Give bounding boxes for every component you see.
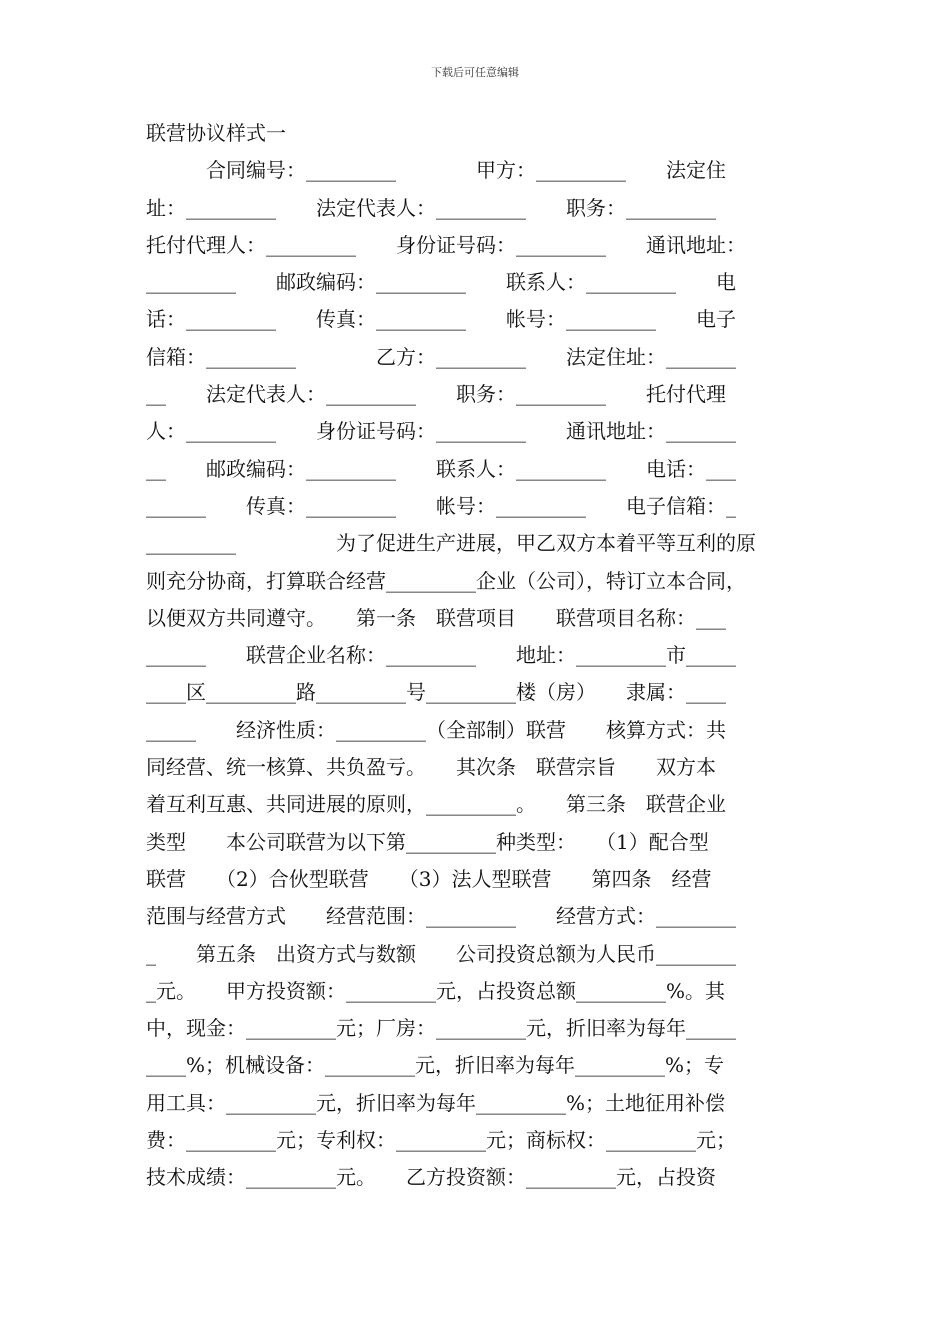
document-line: 类型 本公司联营为以下第_________种类型： （1）配合型 xyxy=(146,829,709,854)
document-line: 用工具：_________元，折旧率为每年_________%；土地征用补偿 xyxy=(146,1090,726,1115)
document-line: __ 法定代表人：_________ 职务：_________ 托付代理 xyxy=(146,382,726,407)
document-line: ______ 联营企业名称：_________ 地址：_________市_____ xyxy=(146,643,736,668)
document-line: 中，现金：_________元；厂房：_________元，折旧率为每年_____ xyxy=(146,1016,736,1041)
document-line: __ 邮政编码：_________ 联系人：_________ 电话：___ xyxy=(146,456,736,481)
document-line: 信箱：_________ 乙方：_________ 法定住址：_______ xyxy=(146,344,736,369)
document-line: 着互利互惠、共同进展的原则，_________。 第三条 联营企业 xyxy=(146,792,726,817)
document-line: 合同编号：_________ 甲方：_________ 法定住 xyxy=(146,158,726,183)
document-line: ____区_________路_________号_________楼（房） 隶属：____ xyxy=(146,680,726,705)
document-line: 联营 （2）合伙型联营 （3）法人型联营 第四条 经营 xyxy=(146,866,712,891)
page-header: 下载后可任意编辑 xyxy=(431,66,519,79)
document-line: 人：_________ 身份证号码：_________ 通讯地址：_______ xyxy=(146,419,736,444)
document-line: ______ 传真：_________ 帐号：_________ 电子信箱：_ xyxy=(146,493,736,518)
document-line: 费：_________元；专利权：_________元；商标权：_________元； xyxy=(146,1128,736,1153)
document-body xyxy=(146,115,810,1197)
document-line: 话：_________ 传真：_________ 帐号：_________ 电子 xyxy=(146,307,736,332)
document-line: 址：_________ 法定代表人：_________ 职务：_________ xyxy=(146,195,716,220)
document-line: _________ 为了促进生产进展，甲乙双方本着平等互利的原 xyxy=(146,531,756,556)
document-line: 联营协议样式一 xyxy=(146,121,286,145)
document-line: 以便双方共同遵守。 第一条 联营项目 联营项目名称：___ xyxy=(146,605,726,630)
document-line: 同经营、统一核算、共负盈亏。 其次条 联营宗旨 双方本 xyxy=(146,755,716,780)
document-line: 则充分协商，打算联合经营_________企业（公司），特订立本合同， xyxy=(146,568,746,593)
document-line: _元。 甲方投资额：_________元，占投资总额_________%。其 xyxy=(146,978,726,1003)
document-line: ____%；机械设备：_________元，折旧率为每年_________%；专 xyxy=(146,1053,725,1078)
document-line: _________ 邮政编码：_________ 联系人：_________ 电 xyxy=(146,270,736,295)
document-line: 范围与经营方式 经营范围：_________ 经营方式：________ xyxy=(146,904,736,929)
document-line: _____ 经济性质：_________（全部制）联营 核算方式：共 xyxy=(146,717,726,742)
document-line: 技术成绩：_________元。 乙方投资额：_________元，占投资 xyxy=(146,1165,716,1190)
document-line: _ 第五条 出资方式与数额 公司投资总额为人民币________ xyxy=(146,941,736,966)
document-line: 托付代理人：_________ 身份证号码：_________ 通讯地址： xyxy=(146,232,746,257)
